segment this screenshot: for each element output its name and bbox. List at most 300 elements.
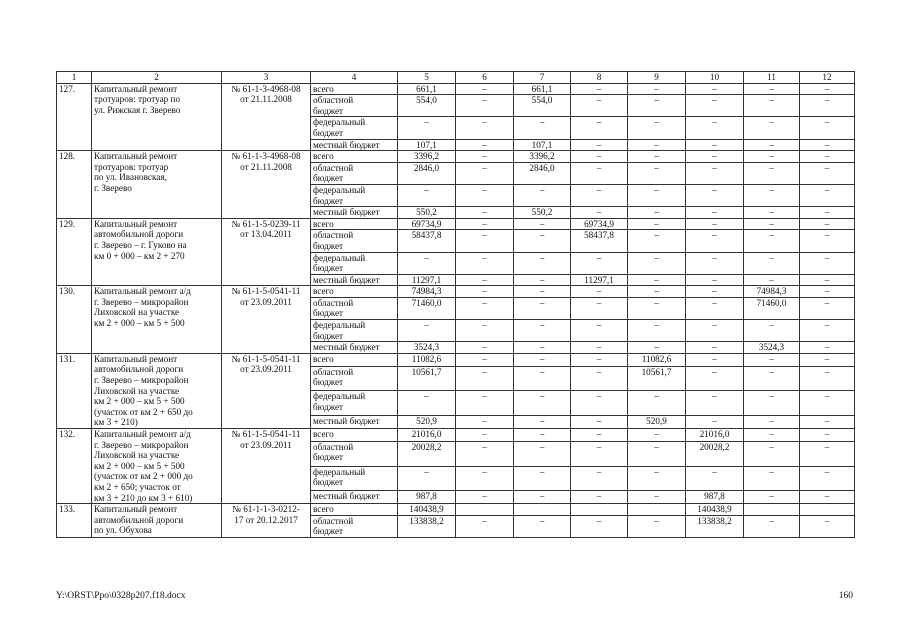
funding-source-line: областной bbox=[313, 366, 354, 377]
object-name-line: автомобильной дороги bbox=[94, 364, 184, 375]
amount-cell: – bbox=[628, 184, 686, 206]
amount-cell: – bbox=[514, 342, 571, 354]
amount-cell: 987,8 bbox=[686, 491, 744, 504]
object-name-line: км 0 + 000 – км 2 + 270 bbox=[94, 250, 185, 261]
amount-cell: – bbox=[456, 95, 514, 117]
funding-source bbox=[311, 139, 398, 151]
amount-cell: – bbox=[800, 286, 855, 298]
amount-cell: – bbox=[686, 286, 744, 298]
amount-cell: – bbox=[456, 297, 514, 319]
amount-cell: – bbox=[456, 117, 514, 139]
column-number: 4 bbox=[311, 72, 398, 84]
approval-document-line: № 61-1-5-0239-11 bbox=[231, 218, 301, 229]
funding-source-line: всего bbox=[313, 286, 334, 297]
amount-cell: – bbox=[571, 117, 628, 139]
approval-document-line: № 61-1-5-0541-11 bbox=[231, 286, 301, 297]
object-name-line: Капитальный ремонт bbox=[94, 83, 178, 94]
amount-cell: – bbox=[514, 491, 571, 504]
amount-cell: – bbox=[514, 416, 571, 429]
object-name bbox=[92, 218, 222, 286]
funding-source-line: федеральный bbox=[313, 391, 366, 402]
table-row bbox=[57, 151, 855, 163]
funding-source bbox=[311, 230, 398, 252]
amount-cell: – bbox=[571, 286, 628, 298]
amount-cell: – bbox=[800, 218, 855, 230]
object-name bbox=[92, 286, 222, 354]
amount-cell: – bbox=[686, 320, 744, 342]
amount-cell: – bbox=[800, 230, 855, 252]
row-number: 128. bbox=[57, 151, 92, 219]
amount-cell: – bbox=[800, 151, 855, 163]
amount-cell: – bbox=[398, 184, 456, 206]
funding-source-line: бюджет bbox=[313, 308, 344, 319]
funding-source bbox=[311, 151, 398, 163]
funding-source-line: областной bbox=[313, 441, 354, 452]
approval-document-line: от 21.11.2008 bbox=[240, 161, 292, 172]
amount-cell: – bbox=[571, 207, 628, 219]
object-name-line: км 2 + 000 – км 5 + 500 bbox=[94, 460, 185, 471]
object-name-line: Лиховской на участке bbox=[94, 385, 180, 396]
page-number: 160 bbox=[838, 591, 853, 601]
object-name-line: Капитальный ремонт а/д bbox=[94, 429, 191, 439]
amount-cell: – bbox=[628, 320, 686, 342]
table-body bbox=[57, 72, 855, 538]
column-number: 11 bbox=[744, 72, 800, 84]
funding-source-line: бюджет bbox=[313, 105, 344, 116]
approval-document-line: № 61-1-3-4968-08 bbox=[231, 83, 301, 94]
amount-cell: 10561,7 bbox=[398, 366, 456, 391]
amount-cell: – bbox=[628, 230, 686, 252]
amount-cell: – bbox=[744, 151, 800, 163]
funding-source bbox=[311, 207, 398, 219]
amount-cell: 69734,9 bbox=[571, 218, 628, 230]
column-number: 10 bbox=[686, 72, 744, 84]
amount-cell: – bbox=[800, 95, 855, 117]
amount-cell: – bbox=[744, 184, 800, 206]
amount-cell: – bbox=[456, 230, 514, 252]
table-row bbox=[57, 286, 855, 298]
column-number: 2 bbox=[92, 72, 222, 84]
amount-cell: – bbox=[456, 353, 514, 366]
amount-cell: – bbox=[514, 230, 571, 252]
amount-cell: – bbox=[800, 83, 855, 95]
amount-cell: – bbox=[744, 429, 800, 442]
amount-cell: – bbox=[628, 391, 686, 416]
amount-cell: – bbox=[628, 286, 686, 298]
amount-cell: – bbox=[571, 95, 628, 117]
amount-cell: – bbox=[744, 162, 800, 184]
row-number: 130. bbox=[57, 286, 92, 354]
row-number: 127. bbox=[57, 83, 92, 151]
amount-cell: – bbox=[628, 515, 686, 537]
column-number: 6 bbox=[456, 72, 514, 84]
object-name-line: г. Зверево – г. Гуково на bbox=[94, 239, 187, 250]
object-name-line: по ул. Обухова bbox=[94, 525, 152, 536]
amount-cell: – bbox=[456, 139, 514, 151]
amount-cell: – bbox=[800, 366, 855, 391]
approval-document-line: от 23.09.2011 bbox=[240, 296, 292, 307]
amount-cell: – bbox=[398, 320, 456, 342]
funding-source-line: бюджет bbox=[313, 402, 344, 412]
funding-source-line: местный бюджет bbox=[313, 416, 380, 427]
amount-cell: – bbox=[514, 252, 571, 274]
amount-cell: – bbox=[628, 429, 686, 442]
amount-cell: – bbox=[514, 466, 571, 491]
funding-source-line: местный бюджет bbox=[313, 207, 380, 218]
amount-cell: – bbox=[571, 252, 628, 274]
object-name-line: Капитальный ремонт bbox=[94, 218, 178, 229]
amount-cell: – bbox=[800, 466, 855, 491]
amount-cell: – bbox=[456, 207, 514, 219]
amount-cell: – bbox=[744, 366, 800, 391]
amount-cell: – bbox=[744, 230, 800, 252]
amount-cell: – bbox=[800, 274, 855, 286]
funding-source-line: всего bbox=[313, 504, 334, 515]
amount-cell: – bbox=[514, 184, 571, 206]
amount-cell: – bbox=[398, 252, 456, 274]
amount-cell: – bbox=[456, 184, 514, 206]
approval-document bbox=[222, 286, 311, 354]
amount-cell: – bbox=[744, 117, 800, 139]
amount-cell: – bbox=[800, 515, 855, 537]
amount-cell: 71460,0 bbox=[398, 297, 456, 319]
amount-cell: – bbox=[456, 320, 514, 342]
funding-source bbox=[311, 466, 398, 491]
amount-cell: – bbox=[800, 117, 855, 139]
funding-source-line: бюджет bbox=[313, 377, 344, 388]
column-number: 9 bbox=[628, 72, 686, 84]
amount-cell: – bbox=[800, 429, 855, 442]
column-number: 1 bbox=[57, 72, 92, 84]
amount-cell: – bbox=[686, 162, 744, 184]
funding-source-line: всего bbox=[313, 353, 334, 364]
funding-source-line: всего bbox=[313, 218, 334, 229]
object-name-line: г. Зверево bbox=[94, 182, 132, 193]
amount-cell: 987,8 bbox=[398, 491, 456, 504]
amount-cell: – bbox=[514, 441, 571, 466]
amount-cell bbox=[744, 504, 800, 516]
amount-cell: – bbox=[686, 353, 744, 366]
funding-source bbox=[311, 320, 398, 342]
amount-cell: – bbox=[744, 515, 800, 537]
amount-cell: – bbox=[456, 515, 514, 537]
amount-cell: 58437,8 bbox=[398, 230, 456, 252]
amount-cell: – bbox=[456, 366, 514, 391]
funding-source-line: федеральный bbox=[313, 117, 366, 128]
approval-document bbox=[222, 218, 311, 286]
amount-cell: – bbox=[686, 207, 744, 219]
amount-cell: 74984,3 bbox=[744, 286, 800, 298]
approval-document-line: № 61-1-5-0541-11 bbox=[231, 429, 301, 439]
amount-cell: – bbox=[398, 117, 456, 139]
amount-cell: – bbox=[686, 416, 744, 429]
amount-cell: – bbox=[800, 320, 855, 342]
amount-cell: – bbox=[628, 441, 686, 466]
amount-cell: – bbox=[628, 207, 686, 219]
amount-cell: – bbox=[744, 218, 800, 230]
amount-cell: – bbox=[744, 416, 800, 429]
table-row bbox=[57, 504, 855, 516]
approval-document bbox=[222, 353, 311, 428]
funding-source-line: областной bbox=[313, 230, 354, 241]
row-number: 133. bbox=[57, 504, 92, 538]
amount-cell: 661,1 bbox=[398, 83, 456, 95]
column-number: 5 bbox=[398, 72, 456, 84]
amount-cell: – bbox=[514, 391, 571, 416]
funding-source-line: бюджет bbox=[313, 526, 344, 537]
funding-source bbox=[311, 441, 398, 466]
amount-cell: – bbox=[456, 83, 514, 95]
amount-cell: – bbox=[628, 139, 686, 151]
amount-cell: – bbox=[571, 515, 628, 537]
approval-document-line: № 61-1-5-0541-11 bbox=[231, 353, 301, 364]
object-name-line: тротуаров: тротуар bbox=[94, 161, 169, 172]
amount-cell bbox=[514, 504, 571, 516]
funding-source bbox=[311, 184, 398, 206]
amount-cell: – bbox=[571, 297, 628, 319]
amount-cell: 107,1 bbox=[514, 139, 571, 151]
amount-cell: – bbox=[456, 286, 514, 298]
amount-cell: – bbox=[686, 230, 744, 252]
amount-cell: – bbox=[744, 320, 800, 342]
amount-cell: 520,9 bbox=[398, 416, 456, 429]
funding-source-line: федеральный bbox=[313, 466, 366, 477]
object-name-line: г. Зверево – микрорайон bbox=[94, 296, 189, 307]
funding-source bbox=[311, 162, 398, 184]
amount-cell: 140438,9 bbox=[398, 504, 456, 516]
amount-cell: 3396,2 bbox=[398, 151, 456, 163]
amount-cell: 550,2 bbox=[514, 207, 571, 219]
amount-cell: – bbox=[800, 207, 855, 219]
funding-source-line: бюджет bbox=[313, 127, 344, 138]
amount-cell: – bbox=[628, 297, 686, 319]
amount-cell: – bbox=[686, 139, 744, 151]
amount-cell: – bbox=[800, 441, 855, 466]
amount-cell bbox=[800, 504, 855, 516]
object-name-line: Лиховской на участке bbox=[94, 450, 180, 461]
amount-cell: – bbox=[571, 151, 628, 163]
object-name-line: автомобильной дороги bbox=[94, 514, 184, 525]
amount-cell: – bbox=[800, 139, 855, 151]
amount-cell: – bbox=[686, 95, 744, 117]
amount-cell: 2846,0 bbox=[514, 162, 571, 184]
approval-document-line: № 61-1-3-4968-08 bbox=[231, 151, 301, 162]
amount-cell: – bbox=[456, 416, 514, 429]
amount-cell: – bbox=[571, 353, 628, 366]
amount-cell: – bbox=[800, 162, 855, 184]
object-name bbox=[92, 83, 222, 151]
amount-cell: – bbox=[514, 515, 571, 537]
object-name-line: Капитальный ремонт а/д bbox=[94, 286, 191, 297]
funding-source-line: областной bbox=[313, 297, 354, 308]
amount-cell: – bbox=[744, 274, 800, 286]
amount-cell: – bbox=[800, 491, 855, 504]
amount-cell: – bbox=[686, 342, 744, 354]
amount-cell bbox=[571, 504, 628, 516]
amount-cell: 661,1 bbox=[514, 83, 571, 95]
amount-cell: 11297,1 bbox=[398, 274, 456, 286]
amount-cell: 133838,2 bbox=[686, 515, 744, 537]
approval-document bbox=[222, 83, 311, 151]
amount-cell: – bbox=[744, 95, 800, 117]
funding-source-line: местный бюджет bbox=[313, 491, 380, 502]
amount-cell: – bbox=[571, 83, 628, 95]
amount-cell: – bbox=[456, 218, 514, 230]
amount-cell: 554,0 bbox=[514, 95, 571, 117]
approval-document-line: от 21.11.2008 bbox=[240, 94, 292, 105]
amount-cell: – bbox=[628, 491, 686, 504]
amount-cell: – bbox=[571, 162, 628, 184]
funding-source bbox=[311, 391, 398, 416]
amount-cell: – bbox=[514, 274, 571, 286]
object-name-line: г. Зверево – микрорайон bbox=[94, 375, 189, 386]
funding-source bbox=[311, 342, 398, 354]
amount-cell: – bbox=[744, 441, 800, 466]
amount-cell: – bbox=[456, 391, 514, 416]
funding-source-line: бюджет bbox=[313, 263, 344, 274]
table-row bbox=[57, 218, 855, 230]
amount-cell bbox=[628, 504, 686, 516]
funding-source bbox=[311, 286, 398, 298]
amount-cell: – bbox=[800, 391, 855, 416]
object-name bbox=[92, 353, 222, 428]
object-name-line: (участок от км 2 + 000 до bbox=[94, 471, 193, 482]
funding-source-line: бюджет bbox=[313, 240, 344, 251]
amount-cell: 69734,9 bbox=[398, 218, 456, 230]
amount-cell: – bbox=[398, 466, 456, 491]
approval-document bbox=[222, 151, 311, 219]
amount-cell: – bbox=[514, 320, 571, 342]
funding-source-line: всего bbox=[313, 83, 334, 94]
amount-cell: – bbox=[686, 274, 744, 286]
funding-source-line: бюджет bbox=[313, 477, 344, 488]
amount-cell: – bbox=[744, 83, 800, 95]
amount-cell: – bbox=[514, 218, 571, 230]
row-number: 129. bbox=[57, 218, 92, 286]
amount-cell: – bbox=[628, 151, 686, 163]
amount-cell: 21016,0 bbox=[686, 429, 744, 442]
amount-cell: – bbox=[628, 342, 686, 354]
amount-cell: – bbox=[514, 117, 571, 139]
amount-cell: – bbox=[628, 83, 686, 95]
amount-cell: 3524,3 bbox=[398, 342, 456, 354]
amount-cell: – bbox=[686, 466, 744, 491]
object-name-line: км 3 + 210 до км 3 + 610) bbox=[94, 492, 193, 503]
approval-document-line: № 61-1-1-3-0212- bbox=[232, 504, 300, 515]
amount-cell: – bbox=[514, 366, 571, 391]
amount-cell: – bbox=[686, 391, 744, 416]
amount-cell: – bbox=[800, 342, 855, 354]
budget-table bbox=[56, 71, 855, 538]
amount-cell: – bbox=[456, 274, 514, 286]
amount-cell: – bbox=[628, 218, 686, 230]
object-name-line: км 2 + 000 – км 5 + 500 bbox=[94, 396, 185, 407]
funding-source bbox=[311, 218, 398, 230]
amount-cell: – bbox=[744, 207, 800, 219]
object-name-line: тротуаров: тротуар по bbox=[94, 94, 181, 105]
approval-document-line: от 23.09.2011 bbox=[240, 439, 292, 450]
amount-cell: – bbox=[628, 95, 686, 117]
amount-cell: 11082,6 bbox=[398, 353, 456, 366]
funding-source-line: бюджет bbox=[313, 452, 344, 463]
object-name bbox=[92, 151, 222, 219]
amount-cell: – bbox=[571, 441, 628, 466]
object-name-line: (участок от км 2 + 650 до bbox=[94, 406, 193, 417]
amount-cell: 2846,0 bbox=[398, 162, 456, 184]
object-name-line: км 3 + 210) bbox=[94, 417, 138, 428]
object-name-line: ул. Рижская г. Зверево bbox=[94, 104, 181, 115]
object-name bbox=[92, 504, 222, 538]
approval-document-line: 17 от 20.12.2017 bbox=[234, 514, 298, 525]
funding-source-line: областной bbox=[313, 515, 354, 526]
amount-cell: – bbox=[686, 366, 744, 391]
funding-source bbox=[311, 83, 398, 95]
amount-cell: 133838,2 bbox=[398, 515, 456, 537]
amount-cell: – bbox=[514, 286, 571, 298]
object-name-line: км 2 + 650; участок от bbox=[94, 481, 181, 492]
amount-cell: – bbox=[571, 466, 628, 491]
object-name bbox=[92, 429, 222, 504]
funding-source bbox=[311, 429, 398, 442]
funding-source bbox=[311, 491, 398, 504]
funding-source bbox=[311, 416, 398, 429]
funding-source bbox=[311, 252, 398, 274]
amount-cell: – bbox=[686, 297, 744, 319]
row-number: 132. bbox=[57, 429, 92, 504]
table-row bbox=[57, 83, 855, 95]
object-name-line: Лиховской на участке bbox=[94, 307, 180, 318]
amount-cell: – bbox=[628, 162, 686, 184]
funding-source-line: всего bbox=[313, 151, 334, 162]
funding-source-line: областной bbox=[313, 95, 354, 106]
amount-cell: – bbox=[398, 391, 456, 416]
funding-source bbox=[311, 504, 398, 516]
amount-cell: – bbox=[514, 429, 571, 442]
amount-cell: 550,2 bbox=[398, 207, 456, 219]
amount-cell: 3396,2 bbox=[514, 151, 571, 163]
funding-source-line: местный бюджет bbox=[313, 342, 380, 353]
funding-source bbox=[311, 297, 398, 319]
amount-cell: – bbox=[686, 184, 744, 206]
amount-cell: – bbox=[800, 252, 855, 274]
amount-cell: 10561,7 bbox=[628, 366, 686, 391]
amount-cell: – bbox=[571, 342, 628, 354]
amount-cell: 11297,1 bbox=[571, 274, 628, 286]
object-name-line: км 2 + 000 – км 5 + 500 bbox=[94, 318, 185, 329]
amount-cell: 20028,2 bbox=[686, 441, 744, 466]
funding-source-line: местный бюджет bbox=[313, 274, 380, 285]
amount-cell: 11082,6 bbox=[628, 353, 686, 366]
amount-cell: – bbox=[744, 139, 800, 151]
amount-cell: – bbox=[628, 252, 686, 274]
amount-cell: – bbox=[571, 184, 628, 206]
funding-source bbox=[311, 117, 398, 139]
amount-cell: – bbox=[571, 491, 628, 504]
amount-cell: 74984,3 bbox=[398, 286, 456, 298]
amount-cell: – bbox=[571, 320, 628, 342]
column-number: 8 bbox=[571, 72, 628, 84]
amount-cell: – bbox=[800, 416, 855, 429]
amount-cell: – bbox=[456, 441, 514, 466]
amount-cell: 71460,0 bbox=[744, 297, 800, 319]
amount-cell: – bbox=[628, 117, 686, 139]
amount-cell: – bbox=[456, 491, 514, 504]
amount-cell: – bbox=[571, 139, 628, 151]
amount-cell: – bbox=[456, 151, 514, 163]
amount-cell: – bbox=[456, 162, 514, 184]
amount-cell: – bbox=[514, 297, 571, 319]
amount-cell: – bbox=[686, 252, 744, 274]
